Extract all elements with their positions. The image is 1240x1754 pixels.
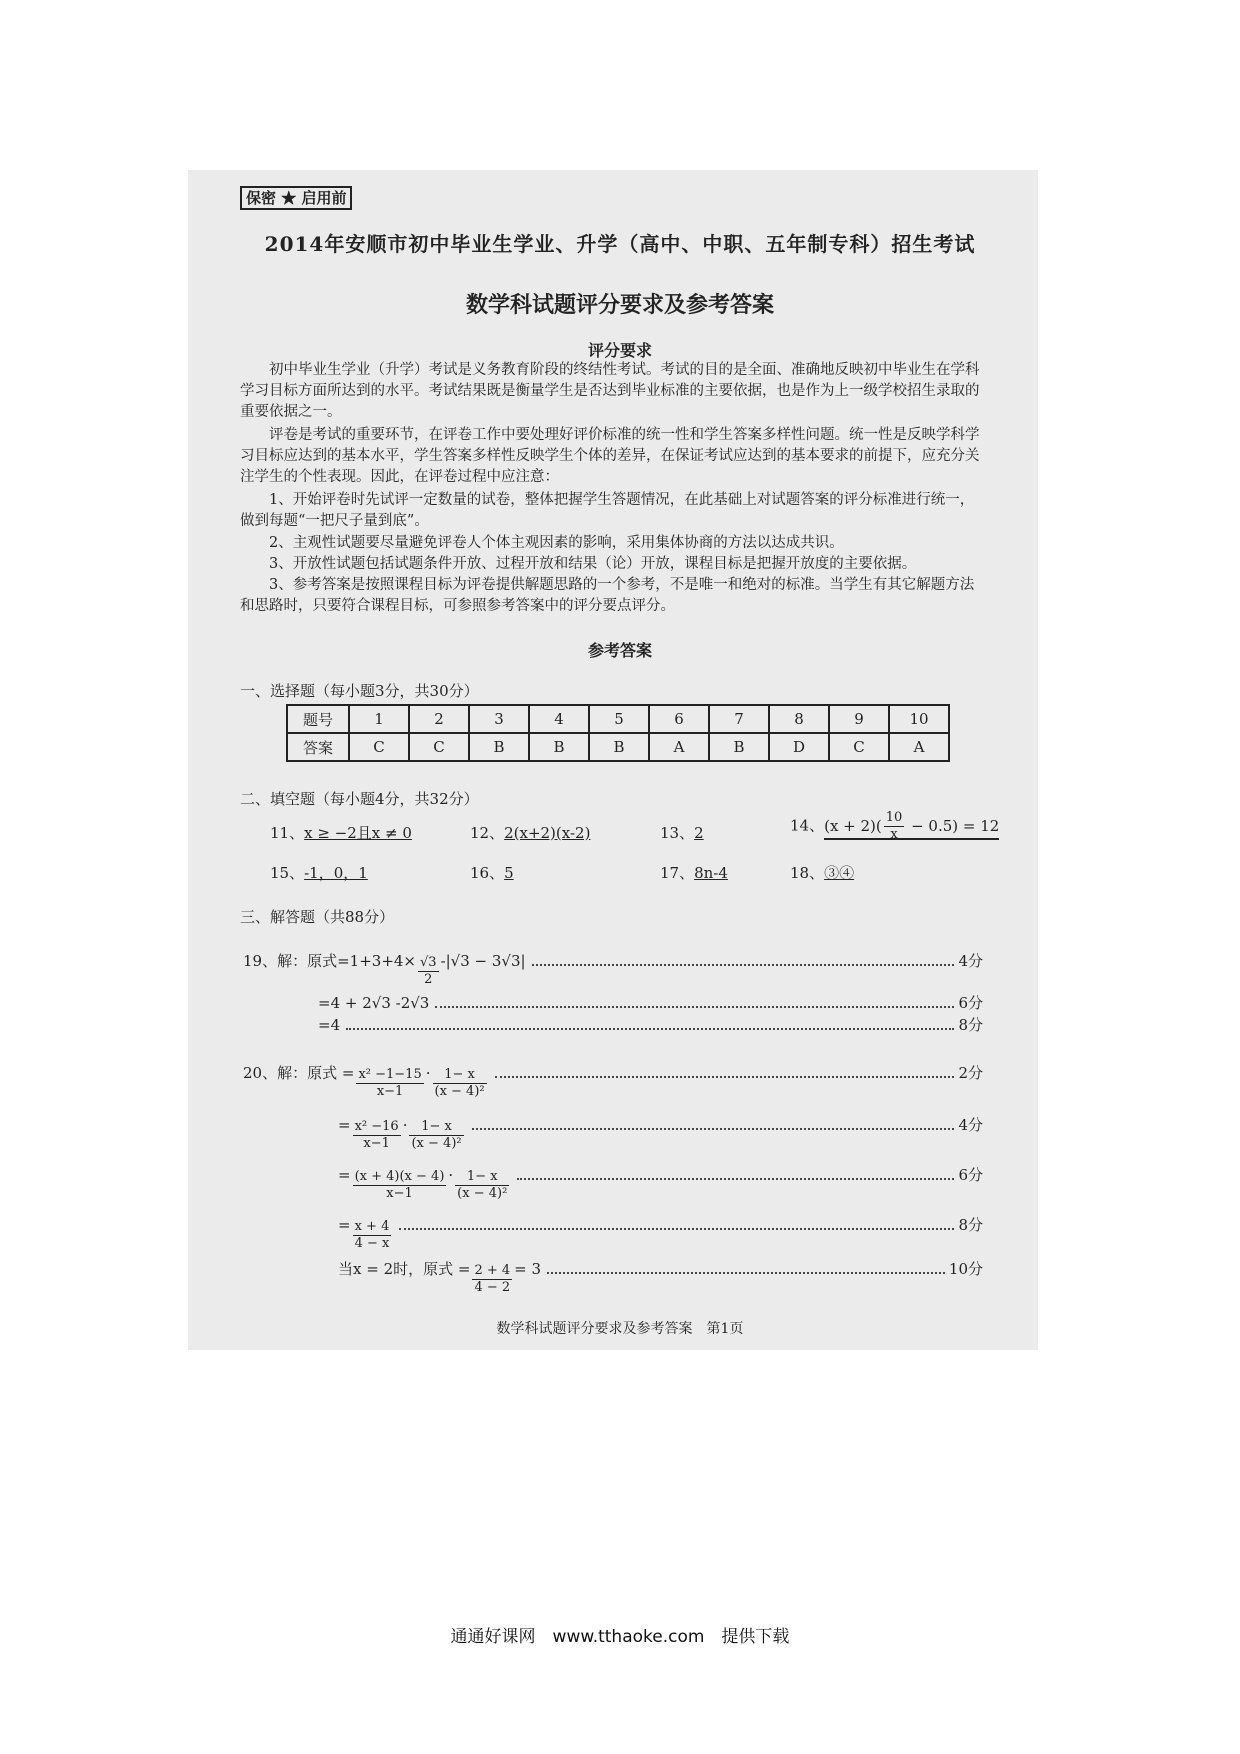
table-cell: 3 (469, 705, 529, 733)
paragraph: 3、参考答案是按照课程目标为评卷提供解题思路的一个参考，不是唯一和绝对的标准。当学生有其它解题方法和思路时，只要符合课程目标，可参照参考答案中的评分要点评分。 (240, 577, 975, 614)
fraction-numerator: x² −16 (354, 1119, 399, 1134)
fill-answer-17 (660, 862, 728, 883)
dotted-leader (547, 1272, 945, 1274)
fill-answer-13 (660, 822, 704, 843)
answer-table (286, 704, 950, 762)
fraction-numerator: 1− x (455, 1169, 509, 1186)
dotted-leader (517, 1178, 954, 1180)
fraction-denominator: (x − 4)² (434, 1084, 485, 1099)
q19-line-1 (243, 950, 983, 988)
table-cell: 1 (349, 705, 409, 733)
fraction-numerator: √3 (420, 955, 437, 970)
formula-text: 原式=1+3+4× (307, 952, 416, 970)
document-title: 数学科试题评分要求及参考答案 (465, 292, 774, 318)
table-cell: B (529, 733, 589, 761)
fraction-denominator: x (890, 827, 898, 842)
dotted-leader (399, 1228, 954, 1230)
fraction-numerator: 1− x (433, 1067, 487, 1084)
dotted-leader (532, 964, 955, 966)
score: 10分 (948, 1260, 983, 1278)
table-cell: 2 (409, 705, 469, 733)
q20-line-1: 20、解： 原式 = $\frac{\text{x² −1−15}}{x-1}$ · $\frac{1- x}{\text{(x − 4)²}}$ 2分 (243, 1064, 983, 1099)
table-cell: 10 (889, 705, 949, 733)
dotted-leader (435, 1006, 954, 1008)
table-cell: 题号 (287, 705, 349, 733)
q19-line-2 (318, 992, 983, 1013)
question-number: 14、 (790, 816, 825, 835)
paragraph: 2、主观性试题要尽量避免评卷人个体主观因素的影响，采用集体协商的方法以达成共识。 (269, 535, 844, 551)
fraction-denominator: (x − 4)² (457, 1186, 508, 1201)
question-number: 11、 (270, 824, 305, 842)
q20-line-3: = $\frac{(x + 4)(x - 4)}{x-1}$ · $\frac{1- x}{\text{(x − 4)²}}$ 6分 (338, 1166, 983, 1201)
answer-text: 2 (694, 824, 704, 842)
section-solutions: 三、解答题（共88分） (240, 908, 395, 926)
q20-line-5 (338, 1258, 983, 1296)
formula-text: =4 (318, 1016, 341, 1034)
table-row (287, 705, 949, 733)
fraction-numerator: 2 + 4 (474, 1263, 511, 1278)
paragraph: 初中毕业生学业（升学）考试是义务教育阶段的终结性考试。考试的目的是全面、准确地反映初中毕业生在学科学习目标方面所达到的水平。考试结果既是衡量学生是否达到毕业标准的主要依据，也是作为上一级学校招生录取的重要依据之一。 (240, 362, 980, 420)
paragraph: 3、开放性试题包括试题条件开放、过程开放和结果（论）开放，课程目标是把握开放度的主要依据。 (269, 556, 917, 572)
answer-text: − 0.5) = 12 (906, 816, 1000, 835)
answer-text: -1，0，1 (304, 864, 368, 882)
dotted-leader (346, 1028, 954, 1030)
answer-text: x ≥ −2且x ≠ 0 (304, 824, 412, 842)
question-number: 12、 (470, 824, 505, 842)
fraction-numerator: 10 (885, 810, 903, 825)
fraction-denominator: 4 − x (354, 1236, 390, 1251)
score: 6分 (958, 1166, 983, 1184)
reference-answers-heading: 参考答案 (587, 641, 652, 660)
formula-text: =4 + 2√3 -2√3 (318, 994, 430, 1012)
dotted-leader (472, 1128, 955, 1130)
fraction-denominator: x−1 (386, 1186, 413, 1201)
fraction-numerator: (x + 4)(x − 4) (354, 1169, 445, 1184)
formula-text: -|√3 − 3√3| (440, 952, 526, 970)
fill-answer-12 (470, 822, 590, 843)
q20-line-4: = $\frac{x + 4}{4 - x}$ 8分 (338, 1216, 983, 1251)
table-cell: C (409, 733, 469, 761)
table-row (287, 733, 949, 761)
paragraph: 评卷是考试的重要环节，在评卷工作中要处理好评价标准的统一性和学生答案多样性问题。统一性是反映学科学习目标应达到的基本水平，学生答案多样性反映学生个体的差异，在保证考试应达到的基本要求的前提下，应充分关注学生的个性表现。因此，在评卷过程中应注意： (240, 427, 980, 485)
table-cell: B (469, 733, 529, 761)
score: 6分 (958, 994, 983, 1012)
section-fill-in: 二、填空题（每小题4分，共32分） (240, 790, 479, 808)
fraction-numerator: x² −1−15 (358, 1067, 422, 1082)
question-label: 20、解： (243, 1064, 308, 1082)
score: 4分 (958, 952, 983, 970)
dotted-leader (495, 1076, 955, 1078)
table-cell: A (889, 733, 949, 761)
fill-answer-11 (270, 822, 412, 843)
fill-answer-16 (470, 862, 514, 883)
fraction-denominator: (x − 4)² (411, 1136, 462, 1151)
answer-text: 2(x+2)(x-2) (504, 824, 591, 842)
table-cell: 6 (649, 705, 709, 733)
grading-requirements-heading: 评分要求 (587, 341, 652, 360)
download-credit: 通通好课网 www.tthaoke.com 提供下载 (450, 1627, 790, 1647)
q19-line-3 (318, 1014, 983, 1035)
fraction-denominator: x−1 (363, 1136, 390, 1151)
question-number: 17、 (660, 864, 695, 882)
score: 2分 (958, 1064, 983, 1082)
question-number: 16、 (470, 864, 505, 882)
page-footer: 数学科试题评分要求及参考答案 第1页 (496, 1321, 744, 1337)
question-number: 15、 (270, 864, 305, 882)
table-cell: 答案 (287, 733, 349, 761)
table-cell: B (709, 733, 769, 761)
table-cell: 7 (709, 705, 769, 733)
section-multiple-choice: 一、选择题（每小题3分，共30分） (240, 682, 479, 700)
question-number: 18、 (790, 864, 825, 882)
fill-answer-15 (270, 862, 368, 883)
answer-text: (x + 2)( (824, 816, 882, 835)
fraction-denominator: 2 (424, 972, 433, 987)
table-cell: D (769, 733, 829, 761)
fraction-denominator: x−1 (376, 1084, 404, 1099)
fill-answer-14 (790, 810, 999, 843)
table-cell: A (649, 733, 709, 761)
exam-title: 2014年安顺市初中毕业生学业、升学（高中、中职、五年制专科）招生考试 (264, 232, 976, 256)
table-cell: C (349, 733, 409, 761)
paragraph: 1、开始评卷时先试评一定数量的试卷，整体把握学生答题情况，在此基础上对试题答案的评分标准进行统一，做到每题“一把尺子量到底”。 (240, 492, 975, 529)
fraction-denominator: 4 − 2 (474, 1280, 511, 1295)
question-number: 13、 (660, 824, 695, 842)
table-cell: 8 (769, 705, 829, 733)
table-cell: 5 (589, 705, 649, 733)
q20-line-2: = $\frac{\text{x² −16}}{x-1}$ · $\frac{1- x}{\text{(x − 4)²}}$ 4分 (338, 1116, 983, 1151)
table-cell: 4 (529, 705, 589, 733)
table-cell: B (589, 733, 649, 761)
formula-text: = 3 (514, 1260, 542, 1278)
score: 8分 (958, 1216, 983, 1234)
score: 8分 (958, 1016, 983, 1034)
formula-text: 当x = 2时，原式 = (338, 1260, 471, 1278)
table-cell: 9 (829, 705, 889, 733)
score: 4分 (958, 1116, 983, 1134)
confidential-badge: 保密 ★ 启用前 (240, 186, 352, 210)
answer-text: ③④ (824, 864, 855, 882)
question-label: 19、解： (243, 952, 308, 970)
fill-answer-18 (790, 862, 854, 883)
fraction-numerator: 1− x (409, 1119, 463, 1136)
fraction-numerator: x + 4 (354, 1219, 390, 1234)
formula-text: 原式 = (307, 1064, 355, 1082)
table-cell: C (829, 733, 889, 761)
answer-text: 5 (504, 864, 514, 882)
answer-text: 8n-4 (694, 864, 728, 882)
